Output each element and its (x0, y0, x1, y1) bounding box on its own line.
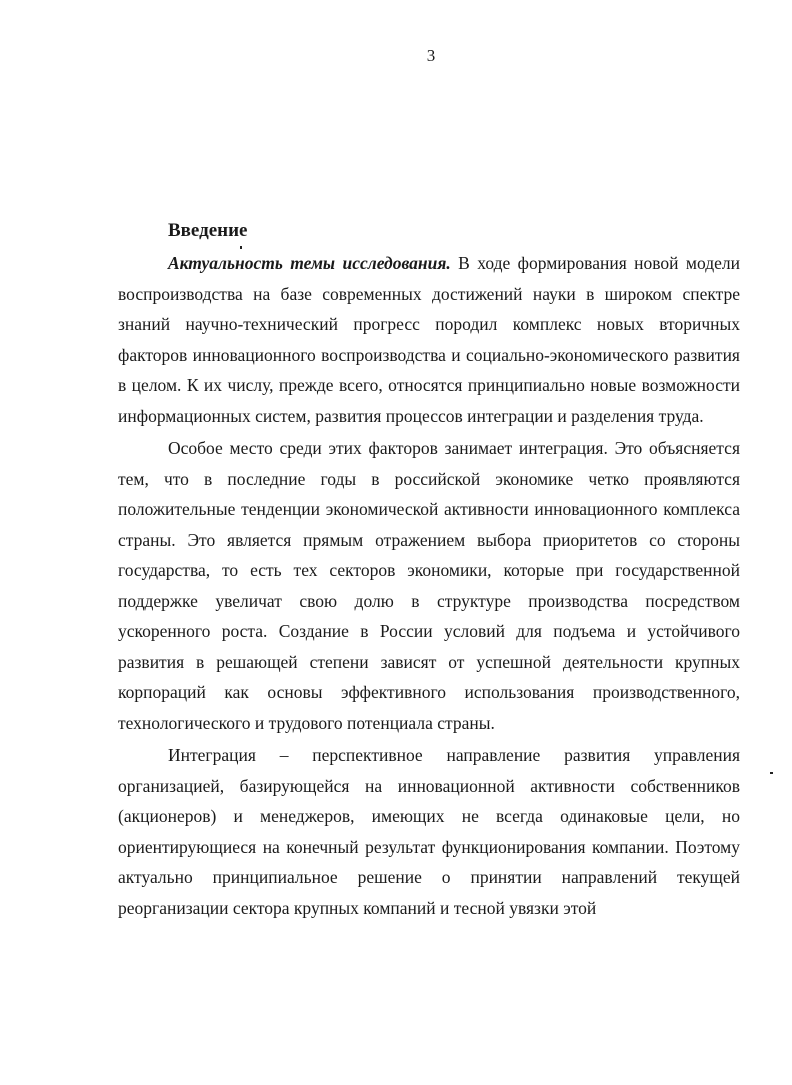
paragraph-relevance (118, 248, 740, 431)
page-number: 3 (426, 46, 436, 65)
section-heading: Введение (168, 220, 248, 241)
document-body (118, 216, 740, 925)
paragraph-text: Интеграция – перспективное направление развития управления организацией, базирующейся на инновационной активности собственников (акционеров) и менеджеров, имеющих не всегда одинаковые цели, но ориентирующиеся на конечный результат функционирования компании. Поэтому актуально принципиальное решение о принятии направлений текущей реорганизации сектора крупных компаний и тесной увязки этой (118, 745, 740, 918)
paragraph-text: Особое место среди этих факторов занимает интеграция. Это объясняется тем, что в последние годы в российской экономике четко проявляются положительные тенденции экономической активности инновационного комплекса страны. Это является прямым отражением выбора приоритетов со стороны государства, то есть тех секторов экономики, которые при государственной поддержке увеличат свою долю в структуре производства посредством ускоренного роста. Создание в России условий для подъема и устойчивого развития в решающей степени зависят от успешной деятельности крупных корпораций как основы эффективного использования производственного, технологического и трудового потенциала страны. (118, 438, 740, 733)
scan-speck (240, 246, 242, 249)
paragraph-integration-direction (118, 740, 740, 923)
paragraph-lead: Актуальность темы исследования. (168, 253, 451, 273)
paragraph-integration-place (118, 433, 740, 738)
scan-speck (770, 772, 773, 774)
paragraph-text: В ходе формирования новой модели воспроизводства на базе современных достижений науки в широком спектре знаний научно-технический прогресс породил комплекс новых вторичных факторов инновационного воспроизводства и социально-экономического развития в целом. К их числу, прежде всего, относятся принципиально новые возможности информационных систем, развития процессов интеграции и разделения труда. (118, 253, 741, 426)
